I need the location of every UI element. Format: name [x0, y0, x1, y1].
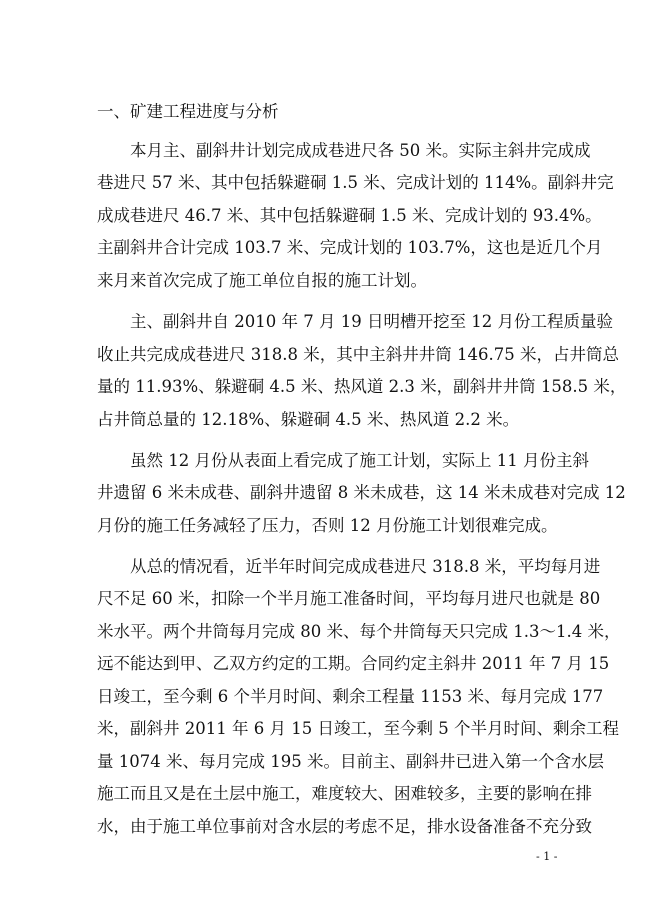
paragraph-1-line-2: 巷进尺 57 米、其中包括躲避硐 1.5 米、完成计划的 114%。副斜井完	[97, 173, 614, 192]
paragraph-1-line-1: 本月主、副斜井计划完成成巷进尺各 50 米。实际主斜井完成成	[130, 141, 591, 160]
paragraph-1-line-5: 来月来首次完成了施工单位自报的施工计划。	[97, 271, 427, 290]
paragraph-4-line-5: 日竣工，至今剩 6 个半月时间、剩余工程量 1153 米、每月完成 177	[97, 687, 604, 706]
paragraph-4-line-6: 米，副斜井 2011 年 6 月 15 日竣工，至今剩 5 个半月时间、剩余工程	[97, 719, 619, 738]
paragraph-4-line-9: 水，由于施工单位事前对含水层的考虑不足，排水设备准备不充分致	[97, 817, 592, 836]
page-number: - 1 -	[536, 850, 558, 863]
paragraph-3-line-1: 虽然 12 月份从表面上看完成了施工计划，实际上 11 月份主斜	[130, 451, 589, 470]
paragraph-3-line-2: 井遗留 6 米未成巷、副斜井遗留 8 米未成巷，这 14 米未成巷对完成 12	[97, 483, 626, 502]
section-heading: 一、矿建工程进度与分析	[97, 102, 279, 121]
paragraph-2-line-1: 主、副斜井自 2010 年 7 月 19 日明槽开挖至 12 月份工程质量验	[130, 312, 613, 331]
paragraph-4-line-8: 施工而且又是在土层中施工，难度较大、困难较多，主要的影响在排	[97, 784, 592, 803]
paragraph-1-line-4: 主副斜井合计完成 103.7 米、完成计划的 103.7%，这也是近几个月	[97, 238, 603, 257]
paragraph-4-line-2: 尺不足 60 米，扣除一个半月施工准备时间，平均每月进尺也就是 80	[97, 589, 601, 608]
paragraph-4-line-1: 从总的情况看，近半年时间完成成巷进尺 318.8 米，平均每月进	[130, 557, 601, 576]
paragraph-4-line-7: 量 1074 米、每月完成 195 米。目前主、副斜井已进入第一个含水层	[97, 752, 604, 771]
paragraph-4-line-4: 远不能达到甲、乙双方约定的工期。合同约定主斜井 2011 年 7 月 15	[97, 654, 610, 673]
paragraph-1-line-3: 成成巷进尺 46.7 米、其中包括躲避硐 1.5 米、完成计划的 93.4%。	[97, 206, 602, 225]
paragraph-2-line-3: 量的 11.93%、躲避硐 4.5 米、热风道 2.3 米，副斜井井筒 158.5 米，	[97, 377, 627, 396]
paragraph-3-line-3: 月份的施工任务减轻了压力，否则 12 月份施工计划很难完成。	[97, 516, 558, 535]
paragraph-4-line-3: 米水平。两个井筒每月完成 80 米、每个井筒每天只完成 1.3～1.4 米，	[97, 622, 621, 641]
paragraph-2-line-2: 收止共完成成巷进尺 318.8 米，其中主斜井井筒 146.75 米，占井筒总	[97, 345, 619, 364]
paragraph-2-line-4: 占井筒总量的 12.18%、躲避硐 4.5 米、热风道 2.2 米。	[97, 410, 520, 429]
